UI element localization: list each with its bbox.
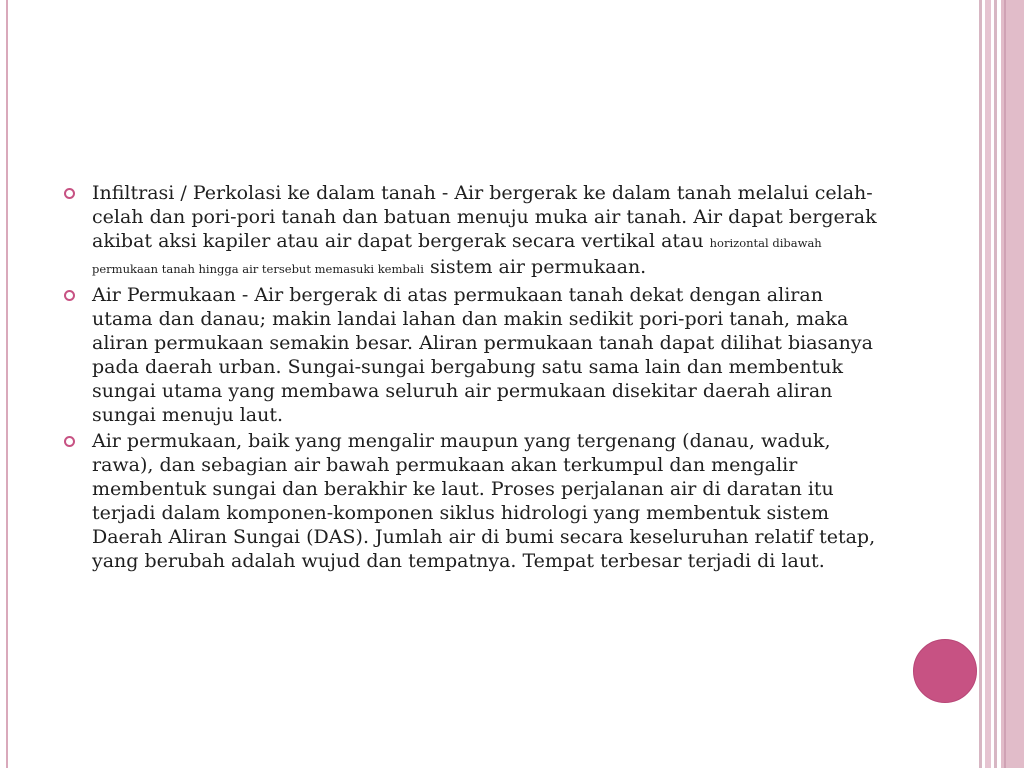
bullet-circle-icon xyxy=(64,290,75,301)
bullet-text: Air permukaan, baik yang mengalir maupun yang tergenang (danau, waduk, rawa), dan sebagian air bawah permukaan akan terkumpul dan mengalir membentuk sungai dan berakhir ke laut. Proses perjalanan air di daratan itu terjadi dalam komponen-komponen siklus hidrologi yang membentuk sistem Daerah Aliran Sungai (DAS). Jumlah air di bumi secara keseluruhan relatif tetap, yang berubah adalah wujud dan tempatnya. Tempat terbesar terjadi di laut. xyxy=(92,430,876,572)
bullet-text: Air Permukaan - Air bergerak di atas permukaan tanah dekat dengan aliran utama dan danau; makin landai lahan dan makin sedikit pori-pori tanah, maka aliran permukaan semakin besar. Aliran permukaan tanah dapat dilihat biasanya pada daerah urban. Sungai-sungai bergabung satu sama lain dan membentuk sungai utama yang membawa seluruh air permukaan disekitar daerah aliran sungai menuju laut. xyxy=(92,284,873,426)
bullet-list xyxy=(62,181,880,573)
bullet-small-text: horizontal dibawah permukaan tanah hingga air tersebut memasuki kembali xyxy=(92,236,822,276)
bullet-circle-icon xyxy=(64,436,75,447)
right-decorative-stripe xyxy=(1004,0,1006,768)
bullet-item-surface-water xyxy=(62,283,880,427)
decorative-circle xyxy=(913,639,977,703)
bullet-text: sistem air permukaan. xyxy=(423,256,647,278)
slide-body xyxy=(62,181,880,575)
right-decorative-stripe xyxy=(985,0,991,768)
bullet-text: Infiltrasi / Perkolasi ke dalam tanah - Air bergerak ke dalam tanah melalui celah-celah dan pori-pori tanah dan batuan menuju muka air tanah. Air dapat bergerak akibat aksi kapiler atau air dapat bergerak secara vertikal atau xyxy=(92,182,877,252)
bullet-circle-icon xyxy=(64,188,75,199)
bullet-item-infiltration xyxy=(62,181,880,281)
bullet-item-watershed xyxy=(62,429,880,573)
left-decorative-rule xyxy=(6,0,8,768)
right-decorative-stripe xyxy=(979,0,982,768)
right-decorative-stripe xyxy=(994,0,997,768)
